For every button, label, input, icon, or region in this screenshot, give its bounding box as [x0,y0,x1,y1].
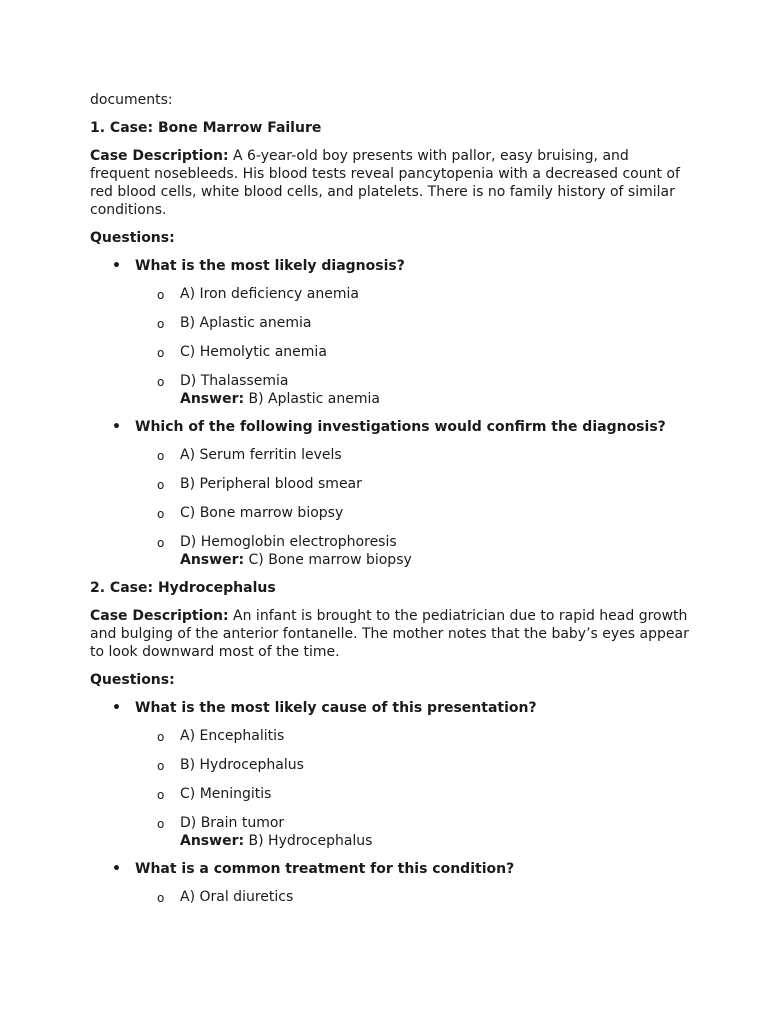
option-text: C) Meningitis [180,786,272,802]
sub-bullet-icon: o [157,375,165,389]
case-1-description [90,147,690,219]
question-text: What is the most likely diagnosis? [135,258,405,274]
case-1-q2-option-d [90,533,690,569]
option-text: B) Hydrocephalus [180,757,304,773]
sub-bullet-icon: o [157,346,165,360]
question-text: What is the most likely cause of this presentation? [135,700,537,716]
sub-bullet-icon: o [157,730,165,744]
bullet-icon: • [112,861,121,877]
sub-bullet-icon: o [157,788,165,802]
case-1-q2-option-c [90,504,690,522]
option-text: A) Iron deficiency anemia [180,286,359,302]
case-1-q1-option-b [90,314,690,332]
sub-bullet-icon: o [157,891,165,905]
bullet-icon: • [112,419,121,435]
sub-bullet-icon: o [157,449,165,463]
answer-text: B) Aplastic anemia [244,391,380,407]
sub-bullet-icon: o [157,478,165,492]
sub-bullet-icon: o [157,507,165,521]
case-1-question-1 [90,257,690,275]
case-1-description-text: A 6-year-old boy presents with pallor, easy bruising, and frequent nosebleeds. His blood tests reveal pancytopenia with a decreased count of red blood cells, white blood cells, and platelets. There is no family history of similar conditions. [90,148,680,218]
option-text: A) Serum ferritin levels [180,447,342,463]
case-1-title: 1. Case: Bone Marrow Failure [90,120,322,136]
sub-bullet-icon: o [157,536,165,550]
case-2-description-label: Case Description: [90,608,229,624]
case-2-q1-option-d [90,814,690,850]
question-text: Which of the following investigations would confirm the diagnosis? [135,419,666,435]
bullet-icon: • [112,700,121,716]
case-1-q1-answer [180,390,690,408]
sub-bullet-icon: o [157,288,165,302]
case-2-question-2 [90,860,690,878]
case-2-q2-option-a [90,888,690,906]
case-2-title: 2. Case: Hydrocephalus [90,580,276,596]
option-text: B) Aplastic anemia [180,315,312,331]
answer-label: Answer: [180,391,245,407]
case-1-questions-label: Questions: [90,230,175,246]
option-text: D) Hemoglobin electrophoresis [180,534,397,550]
sub-bullet-icon: o [157,759,165,773]
question-text: What is a common treatment for this condition? [135,861,515,877]
sub-bullet-icon: o [157,317,165,331]
option-text: D) Thalassemia [180,373,289,389]
answer-text: B) Hydrocephalus [244,833,373,849]
case-2-q1-answer [180,832,690,850]
case-2-q1-option-b [90,756,690,774]
case-2-q1-option-a [90,727,690,745]
case-1-q1-option-d [90,372,690,408]
option-text: C) Hemolytic anemia [180,344,327,360]
answer-label: Answer: [180,833,245,849]
case-2-question-1 [90,699,690,717]
case-1-q2-option-b [90,475,690,493]
case-1-q1-option-a [90,285,690,303]
option-text: C) Bone marrow biopsy [180,505,344,521]
case-2-q1-option-c [90,785,690,803]
answer-text: C) Bone marrow biopsy [244,552,412,568]
case-2-description-text: An infant is brought to the pediatrician due to rapid head growth and bulging of the anterior fontanelle. The mother notes that the baby’s eyes appear to look downward most of the time. [90,608,689,660]
option-text: A) Oral diuretics [180,889,294,905]
option-text: D) Brain tumor [180,815,285,831]
case-2-description [90,607,690,661]
case-1-q1-option-c [90,343,690,361]
case-2-questions-label: Questions: [90,672,175,688]
case-1-q2-answer [180,551,690,569]
sub-bullet-icon: o [157,817,165,831]
answer-label: Answer: [180,552,245,568]
intro-text: documents: [90,92,173,108]
bullet-icon: • [112,258,121,274]
case-1-q2-option-a [90,446,690,464]
document-page [90,91,690,917]
option-text: A) Encephalitis [180,728,285,744]
case-1-question-2 [90,418,690,436]
option-text: B) Peripheral blood smear [180,476,362,492]
case-1-description-label: Case Description: [90,148,229,164]
